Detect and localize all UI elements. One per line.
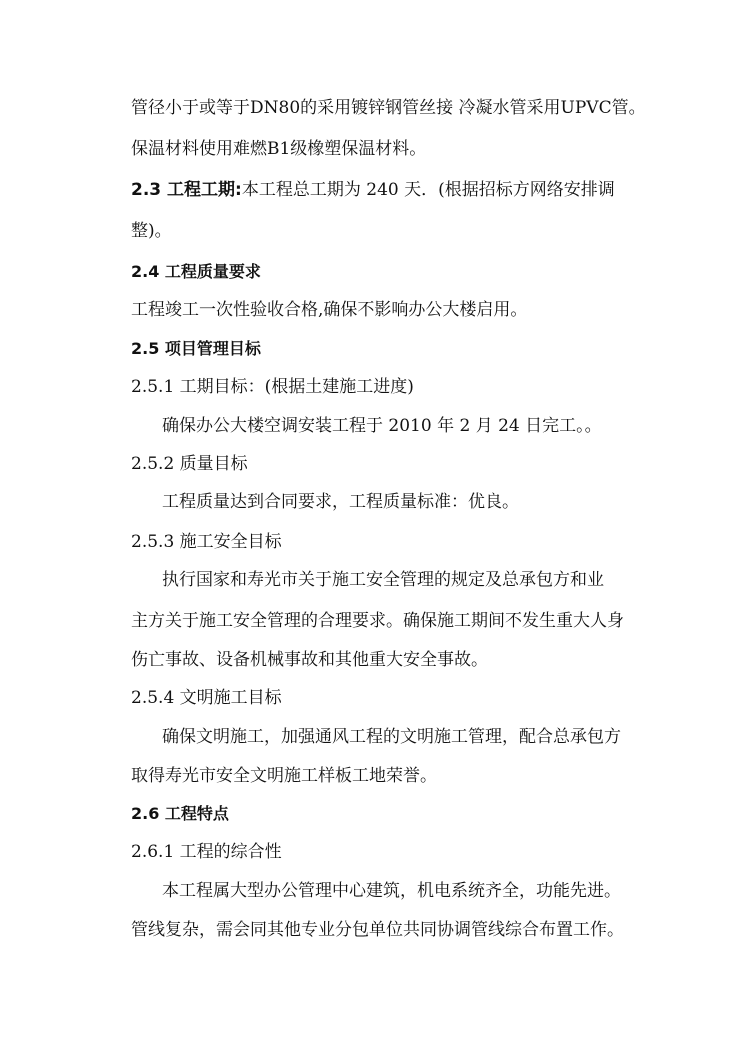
subsection-heading-2-6-1: 2.6.1 工程的综合性 [131, 842, 282, 862]
section-heading-2-6: 2.6 工程特点 [131, 804, 229, 823]
paragraph-line: 确保文明施工，加强通风工程的文明施工管理，配合总承包方 [162, 727, 621, 747]
subsection-heading-2-5-3: 2.5.3 施工安全目标 [131, 532, 282, 552]
paragraph-line: 管线复杂，需会同其他专业分包单位共同协调管线综合布置工作。 [131, 920, 624, 940]
subsection-heading-2-5-2: 2.5.2 质量目标 [131, 454, 248, 474]
section-2-3-text: 本工程总工期为 240 天．(根据招标方网络安排调 [241, 180, 615, 200]
subsection-heading-2-5-1: 2.5.1 工期目标：(根据土建施工进度) [131, 377, 414, 397]
paragraph-line: 保温材料使用难燃B1级橡塑保温材料。 [131, 139, 427, 159]
paragraph-line: 工程竣工一次性验收合格,确保不影响办公大楼启用。 [131, 300, 528, 320]
section-heading-2-4: 2.4 工程质量要求 [131, 262, 261, 281]
paragraph-line: 管径小于或等于DN80的采用镀锌钢管丝接 冷凝水管采用UPVC管。 [131, 98, 646, 118]
paragraph-line: 执行国家和寿光市关于施工安全管理的规定及总承包方和业 [162, 570, 604, 590]
paragraph-line: 主方关于施工安全管理的合理要求。确保施工期间不发生重大人身 [131, 611, 624, 631]
section-heading-2-5: 2.5 项目管理目标 [131, 339, 261, 358]
subsection-heading-2-5-4: 2.5.4 文明施工目标 [131, 688, 282, 708]
paragraph-line: 本工程属大型办公管理中心建筑，机电系统齐全，功能先进。 [162, 881, 621, 901]
paragraph-line: 整)。 [131, 221, 172, 241]
section-2-3-label: 2.3 工程工期: [131, 180, 242, 200]
paragraph-line: 工程质量达到合同要求，工程质量标准：优良。 [162, 492, 519, 512]
paragraph-line: 伤亡事故、设备机械事故和其他重大安全事故。 [131, 650, 488, 670]
section-2-3-line [131, 178, 615, 202]
paragraph-line: 取得寿光市安全文明施工样板工地荣誉。 [131, 766, 437, 786]
paragraph-line: 确保办公大楼空调安装工程于 2010 年 2 月 24 日完工。。 [162, 416, 602, 436]
